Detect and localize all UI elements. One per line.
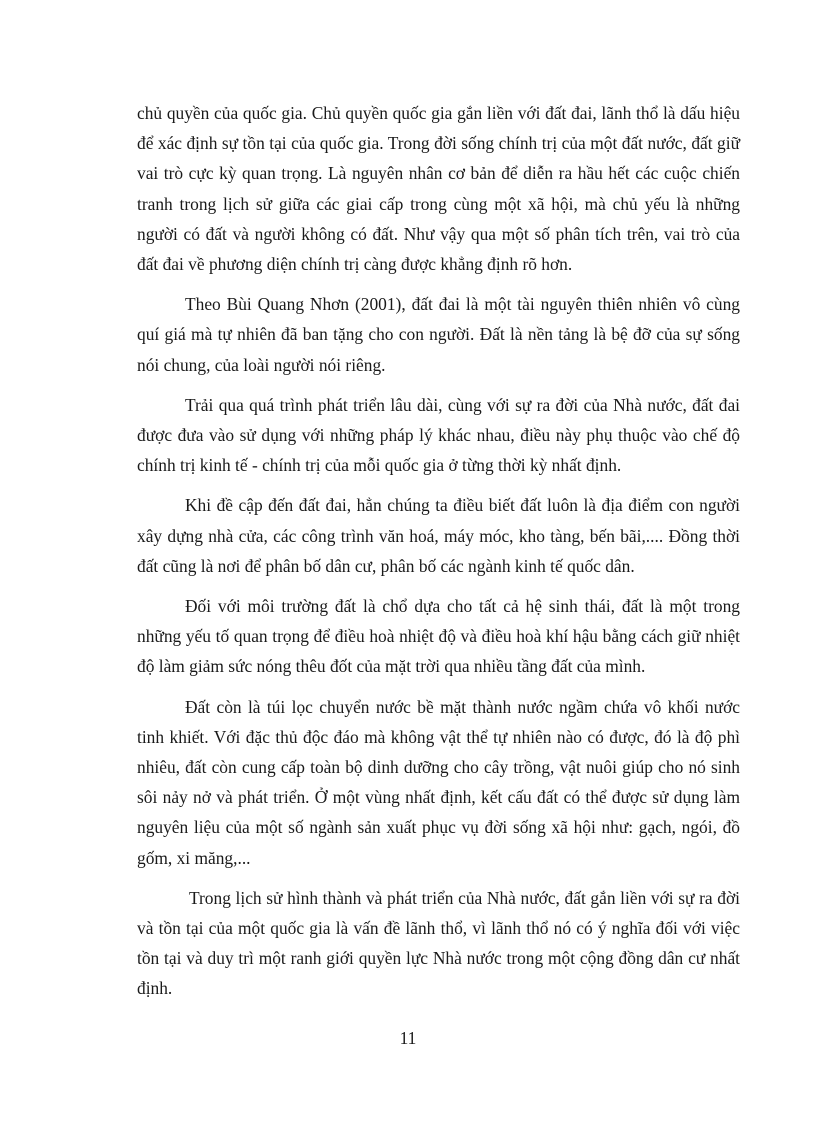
- paragraph-development: Trải qua quá trình phát triển lâu dài, cùng với sự ra đời của Nhà nước, đất đai được đưa vào sử dụng với những pháp lý khác nhau, điều này phụ thuộc vào chế độ chính trị kinh tế - chính trị của mỗi quốc gia ở từng thời kỳ nhất định.: [137, 394, 740, 476]
- paragraph-construction: Khi đề cập đến đất đai, hẳn chúng ta điều biết đất luôn là địa điểm con người xây dựng nhà cửa, các công trình văn hoá, máy móc, kho tàng, bến bãi,.... Đồng thời đất cũng là nơi để phân bố dân cư, phân bố các ngành kinh tế quốc dân.: [137, 495, 740, 576]
- body-text: [137, 98, 740, 1014]
- paragraph-territory: Trong lịch sử hình thành và phát triển của Nhà nước, đất gắn liền với sự ra đời và tồn tại của một quốc gia là vấn đề lãnh thổ, vì lãnh thổ nó có ý nghĩa đối với việc tồn tại và duy trì một ranh giới quyền lực Nhà nước trong một cộng đồng dân cư nhất định.: [137, 887, 740, 999]
- paragraph-bui-quang-nhon: Theo Bùi Quang Nhơn (2001), đất đai là một tài nguyên thiên nhiên vô cùng quí giá mà tự nhiên đã ban tặng cho con người. Đất là nền tảng là bệ đỡ của sự sống nói chung, của loài người nói riêng.: [137, 294, 740, 375]
- paragraph-continuation: chủ quyền của quốc gia. Chủ quyền quốc gia gắn liền với đất đai, lãnh thổ là dấu hiệu để xác định sự tồn tại của quốc gia. Trong đời sống chính trị của một đất nước, đất giữ vai trò cực kỳ quan trọng. Là nguyên nhân cơ bản để diễn ra hầu hết các cuộc chiến tranh trong lịch sử giữa các giai cấp trong cùng một xã hội, mà chủ yếu là những người có đất và người không có đất. Như vậy qua một số phân tích trên, vai trò của đất đai về phương diện chính trị càng được khẳng định rõ hơn.: [137, 103, 740, 275]
- page-number: 11: [399, 1028, 417, 1048]
- paragraph-environment: Đối với môi trường đất là chổ dựa cho tất cả hệ sinh thái, đất là một trong những yếu tố quan trọng để điều hoà nhiệt độ và điều hoà khí hậu bằng cách giữ nhiệt độ làm giảm sức nóng thêu đốt của mặt trời qua nhiều tầng đất của mình.: [137, 596, 740, 677]
- paragraph-filter: Đất còn là túi lọc chuyển nước bề mặt thành nước ngầm chứa vô khối nước tinh khiết. Với đặc thủ độc đáo mà không vật thể tự nhiên nào có được, đó là độ phì nhiêu, đất còn cung cấp toàn bộ dinh dưỡng cho cây trồng, vật nuôi giúp cho nó sinh sôi nảy nở và phát triển. Ở một vùng nhất định, kết cấu đất có thể được sử dụng làm nguyên liệu của một số ngành sản xuất phục vụ đời sống xã hội như: gạch, ngói, đồ gốm, xi măng,...: [137, 696, 740, 868]
